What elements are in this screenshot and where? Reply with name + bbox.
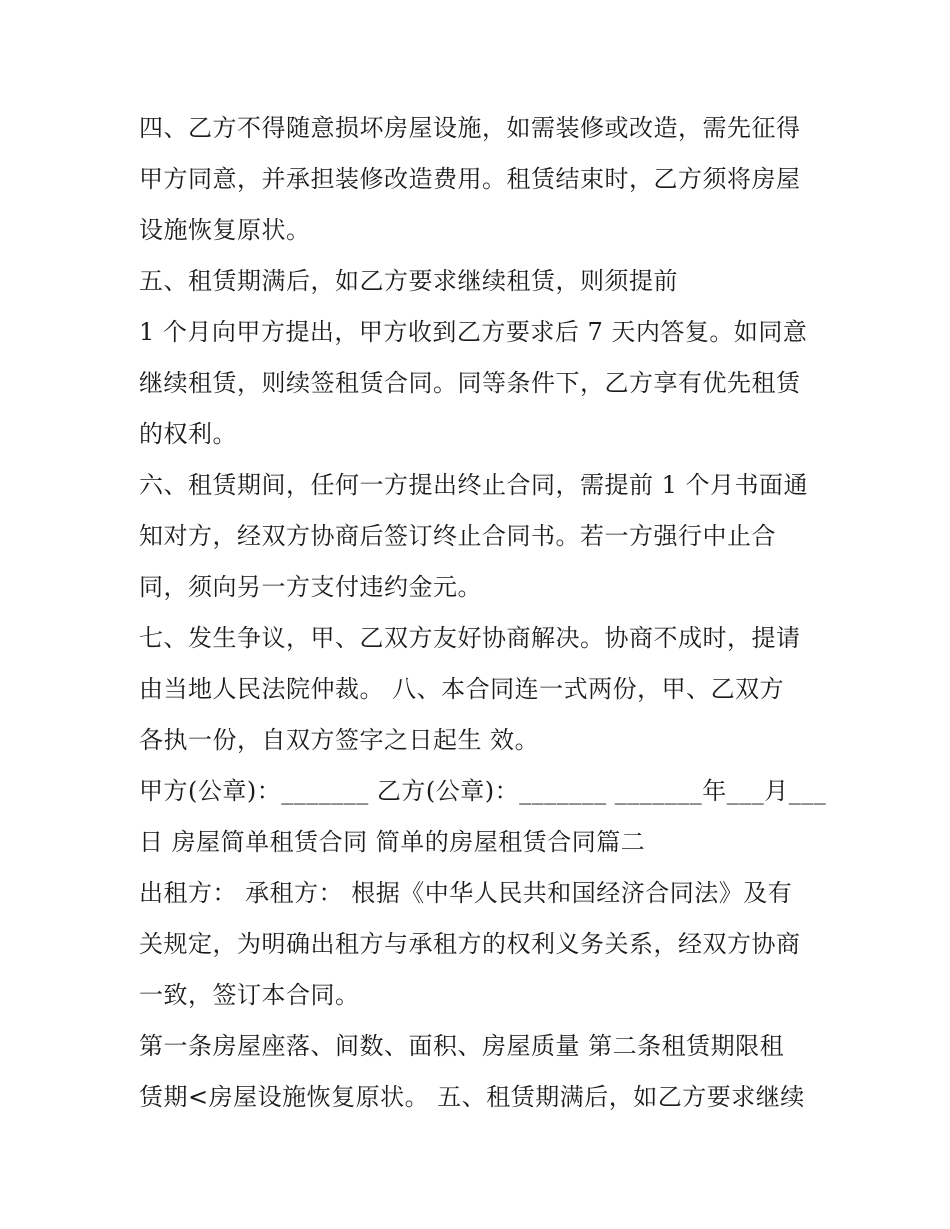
text-line: 日 房屋简单租赁合同 简单的房屋租赁合同篇二: [139, 828, 646, 856]
text-line: 的权利。: [139, 420, 237, 448]
text-line: 出租方： 承租方： 根据《中华人民共和国经济合同法》及有: [139, 879, 793, 907]
text-line: 继续租赁，则续签租赁合同。同等条件下，乙方享有优先租赁: [139, 369, 801, 397]
text-line: 六、租赁期间，任何一方提出终止合同，需提前 1 个月书面通: [139, 471, 809, 499]
text-line: 第一条房屋座落、间数、面积、房屋质量 第二条租赁期限租: [139, 1032, 785, 1060]
text-line: 关规定，为明确出租方与承租方的权利义务关系，经双方协商: [139, 930, 801, 958]
text-line: 七、发生争议，甲、乙双方友好协商解决。协商不成时，提请: [139, 624, 801, 652]
text-line: 四、乙方不得随意损坏房屋设施，如需装修或改造，需先征得: [139, 114, 801, 142]
text-line: 一致，签订本合同。: [139, 981, 360, 1009]
text-line: 甲方同意，并承担装修改造费用。租赁结束时，乙方须将房屋: [139, 165, 801, 193]
text-line: 由当地人民法院仲裁。 八、本合同连一式两份，甲、乙双方: [139, 675, 785, 703]
text-line: 各执一份，自双方签字之日起生 效。: [139, 726, 540, 754]
text-line: 赁期<房屋设施恢复原状。 五、租赁期满后，如乙方要求继续: [139, 1083, 805, 1111]
text-line: 五、租赁期满后，如乙方要求继续租赁，则须提前: [139, 267, 678, 295]
document-body: [139, 103, 829, 1123]
text-line: 设施恢复原状。: [139, 216, 311, 244]
text-line: 同，须向另一方支付违约金元。: [139, 573, 482, 601]
signature-line: 甲方(公章)：_______ 乙方(公章)：_______ _______年___月___: [139, 777, 827, 805]
text-line: 1 个月向甲方提出，甲方收到乙方要求后 7 天内答复。如同意: [139, 318, 808, 346]
text-line: 知对方，经双方协商后签订终止合同书。若一方强行中止合: [139, 522, 776, 550]
